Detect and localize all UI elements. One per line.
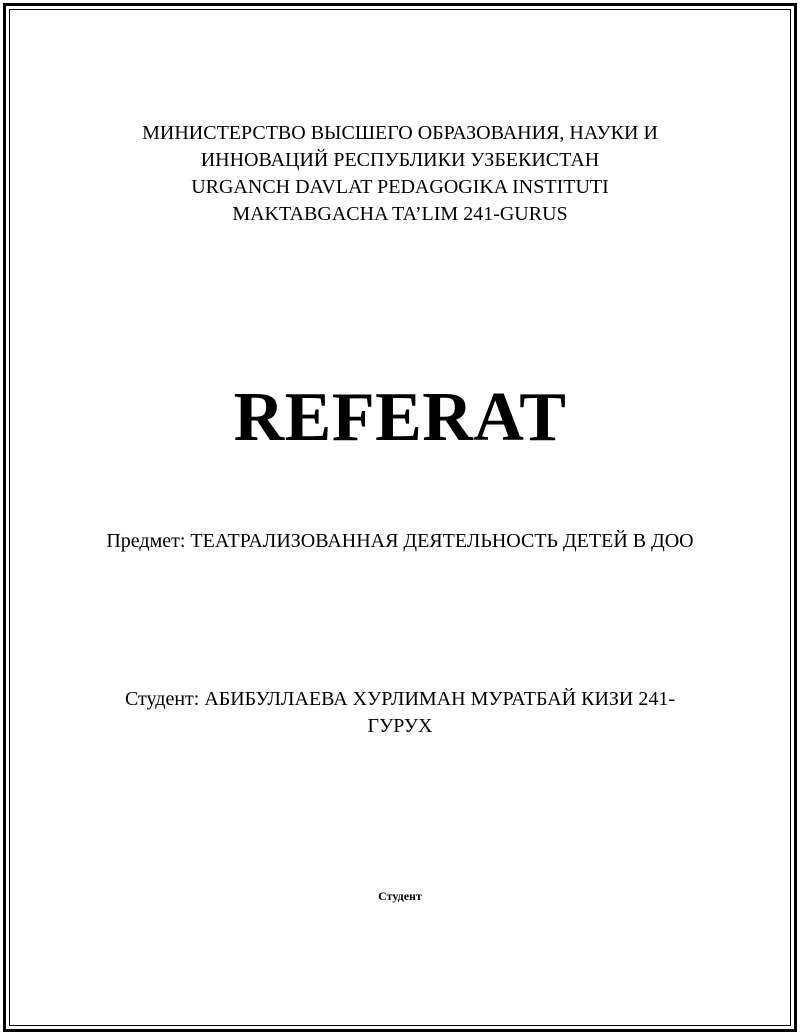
document-title: REFERAT xyxy=(233,379,567,456)
student-line-group: ГУРУХ xyxy=(367,715,433,737)
institution-header xyxy=(60,120,740,228)
header-line-republic: ИННОВАЦИЙ РЕСПУБЛИКИ УЗБЕКИСТАН xyxy=(200,149,600,171)
header-line-ministry: МИНИСТЕРСТВО ВЫСШЕГО ОБРАЗОВАНИЯ, НАУКИ И xyxy=(142,122,658,144)
footer-student-label: Студент xyxy=(378,889,422,903)
subject-line: Предмет: ТЕАТРАЛИЗОВАННАЯ ДЕЯТЕЛЬНОСТЬ ДЕТЕЙ В ДОО xyxy=(106,530,694,552)
header-line-institute: URGANCH DAVLAT PEDAGOGIKA INSTITUTI xyxy=(191,176,609,198)
student-line-name: Студент: АБИБУЛЛАЕВА ХУРЛИМАН МУРАТБАЙ КИЗИ 241- xyxy=(124,688,676,710)
student-block xyxy=(60,686,740,740)
header-line-group: MAKTABGACHA TA’LIM 241-GURUS xyxy=(232,203,568,225)
